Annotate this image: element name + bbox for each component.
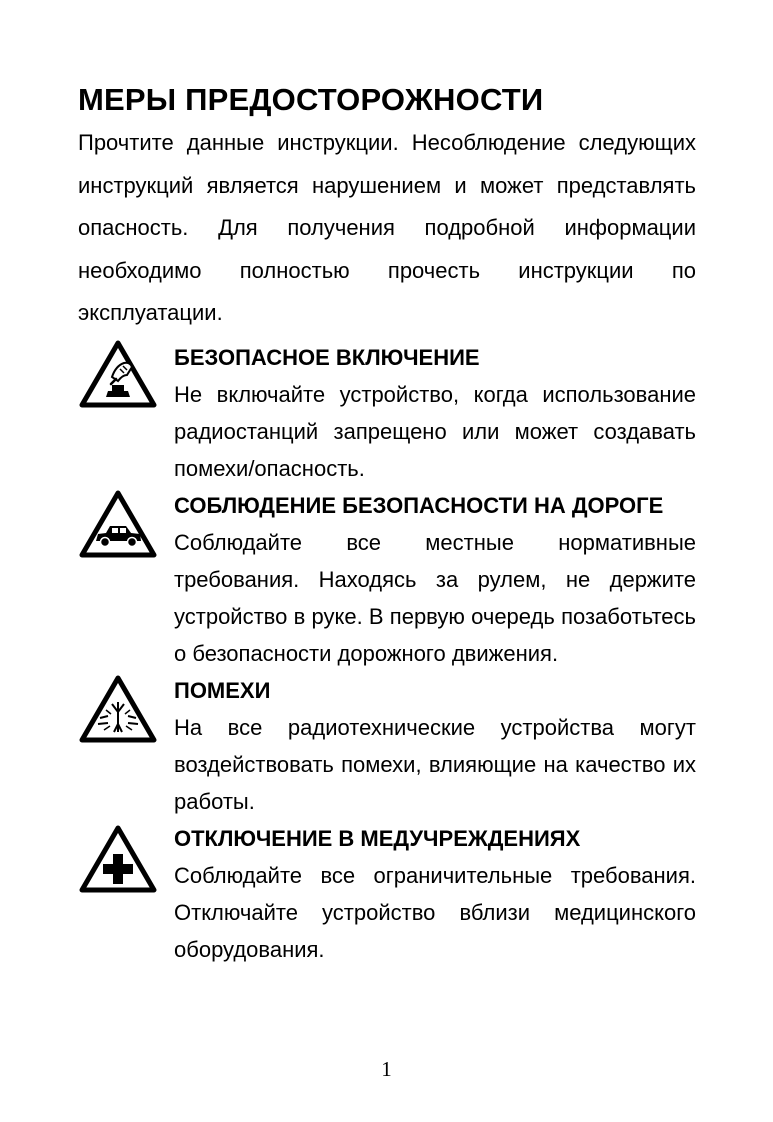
section-text: На все радиотехнические устройства могут воздействовать помехи, влияющие на качество их работы. <box>174 714 696 814</box>
section-interference <box>78 672 696 820</box>
section-heading: ОТКЛЮЧЕНИЕ В МЕДУЧРЕЖДЕНИЯХ <box>174 825 581 851</box>
section-heading: БЕЗОПАСНОЕ ВКЛЮЧЕНИЕ <box>174 344 480 370</box>
section-medical <box>78 820 696 968</box>
page-title: МЕРЫ ПРЕДОСТОРОЖНОСТИ <box>78 82 544 117</box>
section-heading: СОБЛЮДЕНИЕ БЕЗОПАСНОСТИ НА ДОРОГЕ <box>174 492 664 518</box>
hand-switch-on-warning-icon <box>78 339 158 409</box>
section-safe-switch-on <box>78 339 696 487</box>
section-text: Соблюдайте все местные нормативные требования. Находясь за рулем, не держите устройство в руке. В первую очередь позаботьтесь о безопасности дорожного движения. <box>174 529 696 666</box>
medical-cross-warning-icon <box>78 824 158 894</box>
radio-interference-warning-icon <box>78 674 158 744</box>
section-road-safety <box>78 487 696 672</box>
section-text: Соблюдайте все ограничительные требования. Отключайте устройство вблизи медицинского оборудования. <box>174 862 696 962</box>
page-number: 1 <box>381 1057 392 1081</box>
section-text: Не включайте устройство, когда использование радиостанций запрещено или может создавать помехи/опасность. <box>174 381 696 481</box>
car-road-safety-warning-icon <box>78 489 158 559</box>
intro-paragraph: Прочтите данные инструкции. Несоблюдение следующих инструкций является нарушением и может представлять опасность. Для получения подробной информации необходимо полностью прочесть инструкции по эксплуатации. <box>78 130 696 325</box>
section-heading: ПОМЕХИ <box>174 677 271 703</box>
page-content <box>78 78 696 968</box>
precaution-list <box>78 339 696 968</box>
